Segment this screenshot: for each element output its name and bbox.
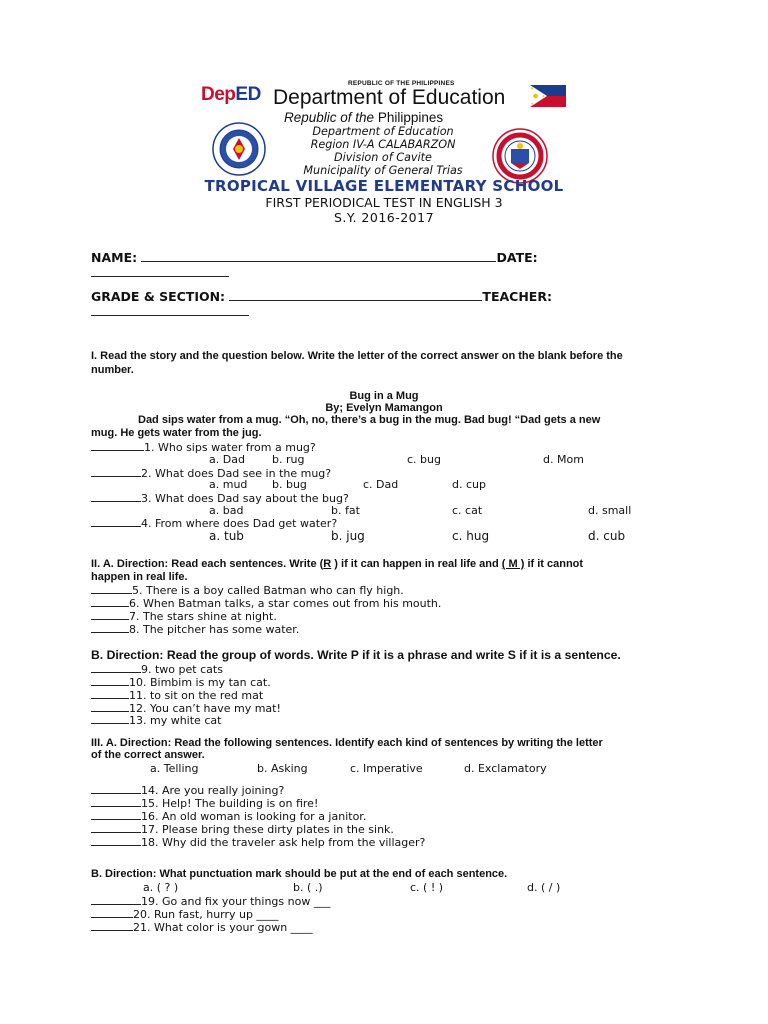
choice-4b: b. jug <box>331 529 365 543</box>
item-8: 8. The pitcher has some water. <box>91 622 299 636</box>
choice-4d: d. cub <box>588 529 626 543</box>
item-15: 15. Help! The building is on fire! <box>91 796 318 810</box>
date-label: DATE: <box>496 250 538 265</box>
choice-3a: a. bad <box>209 504 244 517</box>
choice-2a: a. mud <box>209 478 248 491</box>
story-title: Bug in a Mug <box>349 390 419 402</box>
part3a-direction: III. A. Direction: Read the following sentences. Identify each kind of sentences by writing the letter <box>91 737 603 749</box>
answer-blank[interactable] <box>91 809 141 820</box>
question-2: 2. What does Dad see in the mug? <box>91 466 331 480</box>
department-title: Department of Education <box>273 86 506 109</box>
answer-blank[interactable] <box>91 835 141 846</box>
item-18: 18. Why did the traveler ask help from the villager? <box>91 835 425 849</box>
item-17: 17. Please bring these dirty plates in the sink. <box>91 822 394 836</box>
teacher-field[interactable] <box>91 303 249 316</box>
item-9: 9. two pet cats <box>91 662 223 676</box>
answer-blank[interactable] <box>91 662 141 673</box>
story-text: Dad sips water from a mug. “Oh, no, there’s a bug in the mug. Bad bug! “Dad gets a new <box>138 414 601 426</box>
answer-blank[interactable] <box>91 713 129 724</box>
choice-3c: c. cat <box>452 504 483 517</box>
item-19: 19. Go and fix your things now ___ <box>91 894 330 908</box>
answer-blank[interactable] <box>91 783 141 794</box>
answer-blank[interactable] <box>91 516 141 527</box>
grade-section-label: GRADE & SECTION: <box>91 289 226 304</box>
answer-blank[interactable] <box>91 796 141 807</box>
question-3: 3. What does Dad say about the bug? <box>91 491 349 505</box>
teacher-label: TEACHER: <box>482 289 552 304</box>
answer-blank[interactable] <box>91 907 133 918</box>
answer-blank[interactable] <box>91 609 129 620</box>
part2a-direction-cont: happen in real life. <box>91 571 188 583</box>
choice-telling: a. Telling <box>150 762 199 775</box>
deped-logo: DepED <box>201 84 261 105</box>
sub-line-region: Region IV-A CALABARZON <box>310 138 456 151</box>
answer-blank[interactable] <box>91 688 129 699</box>
choice-2c: c. Dad <box>363 478 399 491</box>
choice-1c: c. bug <box>407 453 441 466</box>
item-21: 21. What color is your gown ____ <box>91 920 313 934</box>
story-text-cont: mug. He gets water from the jug. <box>91 427 262 439</box>
item-6: 6. When Batman talks, a star comes out from his mouth. <box>91 596 441 610</box>
part1-instruction: I. Read the story and the question below. Write the letter of the correct answer on the blank before the <box>91 350 623 362</box>
item-16: 16. An old woman is looking for a janitor. <box>91 809 366 823</box>
choice-exclamation: c. ( ! ) <box>410 881 444 894</box>
choice-asking: b. Asking <box>257 762 308 775</box>
part2b-direction: B. Direction: Read the group of words. Write P if it is a phrase and write S if it is a sentence. <box>91 648 621 662</box>
question-1: 1. Who sips water from a mug? <box>91 440 316 454</box>
item-13: 13. my white cat <box>91 713 221 727</box>
school-name: TROPICAL VILLAGE ELEMENTARY SCHOOL <box>204 177 564 195</box>
choice-4a: a. tub <box>209 529 244 543</box>
philippine-flag-icon <box>530 85 566 107</box>
date-field[interactable] <box>91 264 229 277</box>
choice-1a: a. Dad <box>209 453 245 466</box>
name-field[interactable] <box>141 249 496 262</box>
answer-blank[interactable] <box>91 894 141 905</box>
part3b-direction: B. Direction: What punctuation mark should be put at the end of each sentence. <box>91 868 508 880</box>
choice-2b: b. bug <box>272 478 307 491</box>
choice-imperative: c. Imperative <box>350 762 423 775</box>
sub-line-department: Department of Education <box>312 125 454 138</box>
republic-small-caption: REPUBLIC OF THE PHILIPPINES <box>348 80 455 87</box>
item-5: 5. There is a boy called Batman who can fly high. <box>91 583 404 597</box>
grade-section-field[interactable] <box>229 288 482 301</box>
part1-instruction-cont: number. <box>91 364 134 376</box>
choice-period: b. ( .) <box>293 881 323 894</box>
story-author: By; Evelyn Mamangon <box>325 402 443 414</box>
choice-exclamatory: d. Exclamatory <box>464 762 547 775</box>
item-7: 7. The stars shine at night. <box>91 609 277 623</box>
item-20: 20. Run fast, hurry up ____ <box>91 907 278 921</box>
answer-blank[interactable] <box>91 440 144 451</box>
part2a-direction: II. A. Direction: Read each sentences. Write (R ) if it can happen in real life and ( M ) if it cannot <box>91 558 584 570</box>
choice-3d: d. small <box>588 504 632 517</box>
choice-question-mark: a. ( ? ) <box>143 881 179 894</box>
item-14: 14. Are you really joining? <box>91 783 284 797</box>
item-12: 12. You can’t have my mat! <box>91 701 281 715</box>
grade-teacher-row <box>91 288 552 304</box>
choice-4c: c. hug <box>452 529 490 543</box>
choice-1d: d. Mom <box>543 453 584 466</box>
question-4: 4. From where does Dad get water? <box>91 516 337 530</box>
choice-3b: b. fat <box>331 504 360 517</box>
choice-slash: d. ( / ) <box>527 881 561 894</box>
part3a-direction-cont: of the correct answer. <box>91 749 205 761</box>
republic-line: Republic of the Philippines <box>284 110 444 125</box>
school-year: S.Y. 2016-2017 <box>333 210 435 225</box>
name-date-row <box>91 249 538 265</box>
item-11: 11. to sit on the red mat <box>91 688 263 702</box>
answer-blank[interactable] <box>91 622 129 633</box>
answer-blank[interactable] <box>91 822 141 833</box>
answer-blank[interactable] <box>91 491 141 502</box>
answer-blank[interactable] <box>91 701 129 712</box>
choice-2d: d. cup <box>452 478 486 491</box>
answer-blank[interactable] <box>91 596 129 607</box>
sub-line-division: Division of Cavite <box>334 151 432 164</box>
item-10: 10. Bimbim is my tan cat. <box>91 675 271 689</box>
answer-blank[interactable] <box>91 920 133 931</box>
answer-blank[interactable] <box>91 675 129 686</box>
answer-blank[interactable] <box>91 466 141 477</box>
sub-line-municipality: Municipality of General Trias <box>303 164 463 177</box>
answer-blank[interactable] <box>91 583 132 594</box>
choice-1b: b. rug <box>272 453 305 466</box>
test-title: FIRST PERIODICAL TEST IN ENGLISH 3 <box>265 195 503 210</box>
name-label: NAME: <box>91 250 138 265</box>
